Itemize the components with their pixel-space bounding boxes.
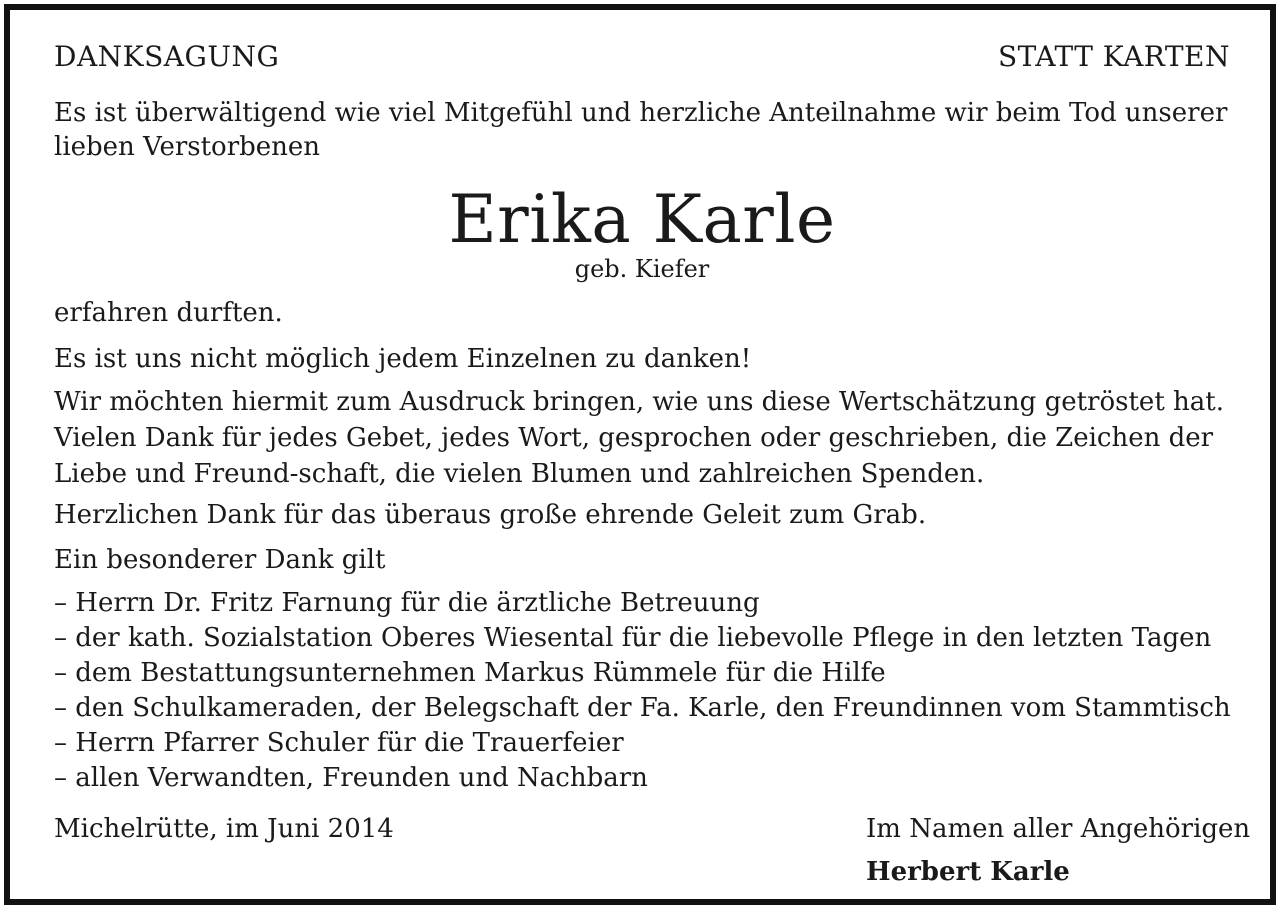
signature-name: Herbert Karle	[866, 857, 1070, 887]
list-item: – dem Bestattungsunternehmen Markus Rümmele für die Hilfe	[54, 658, 886, 688]
place-date: Michelrütte, im Juni 2014	[54, 814, 394, 844]
notice-frame	[4, 4, 1276, 905]
paragraph-2: Es ist uns nicht möglich jedem Einzelnen zu danken!	[54, 344, 752, 374]
maiden-name: geb. Kiefer	[574, 255, 710, 283]
signature-label: Im Namen aller Angehörigen	[866, 814, 1251, 844]
list-item: – den Schulkameraden, der Belegschaft der Fa. Karle, den Freundinnen vom Stammtisch	[54, 693, 1231, 723]
header-right: STATT KARTEN	[998, 40, 1230, 73]
notice-content	[54, 10, 1251, 899]
list-item: – Herrn Dr. Fritz Farnung für die ärztliche Betreuung	[54, 588, 760, 618]
thanks-list	[54, 586, 1231, 796]
paragraph-3: Wir möchten hiermit zum Ausdruck bringen, wie uns diese Wertschätzung getröstet hat. Vielen Dank für jedes Gebet, jedes Wort, gesprochen oder geschrieben, die Zeichen der Liebe und Freund-schaft, die vielen Blumen und zahlreichen Spenden.	[54, 387, 1224, 489]
paragraph-5: Ein besonderer Dank gilt	[54, 545, 386, 575]
deceased-name: Erika Karle	[448, 181, 836, 258]
paragraph-4: Herzlichen Dank für das überaus große ehrende Geleit zum Grab.	[54, 500, 927, 530]
intro-text: Es ist überwältigend wie viel Mitgefühl und herzliche Anteilnahme wir beim Tod unserer lieben Verstorbenen	[54, 98, 1228, 162]
header-left: DANKSAGUNG	[54, 40, 280, 73]
paragraph-1: erfahren durften.	[54, 298, 283, 328]
list-item: – allen Verwandten, Freunden und Nachbarn	[54, 763, 648, 793]
list-item: – der kath. Sozialstation Oberes Wiesental für die liebevolle Pflege in den letzten Tagen	[54, 623, 1212, 653]
list-item: – Herrn Pfarrer Schuler für die Trauerfeier	[54, 728, 624, 758]
